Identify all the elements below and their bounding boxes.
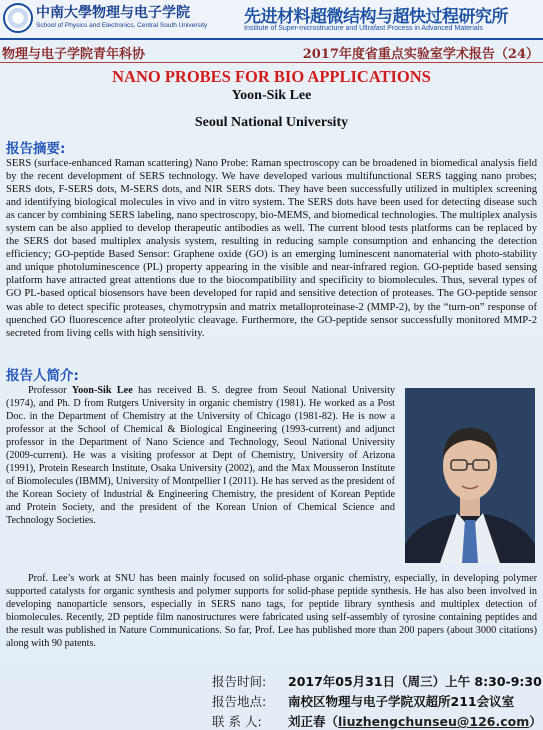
contact-email-link[interactable]: liuzhengchunseu@126.com — [338, 714, 530, 729]
series-divider — [0, 62, 543, 63]
speaker-name: Yoon-Sik Lee — [231, 88, 312, 103]
bio-prefix: Professor — [28, 385, 72, 396]
bio-text-1: has received B. S. degree from Seoul National University (1974), and Ph. D from Rutgers University in organic chemistry (1981). He worked as a Post Doc. in the Department of Chemistry at the University of Chicago (1981-82). He is now a professor at the School of Chemical & Biological Engineering (1993-current) and adjunct professor in the Department of Nano Science and Technology, Seoul National University (2009-current). He was a visiting professor at Dept of Chemistry, University of Arizona (1991), Protein Research Institute, Osaka University (2002), and the Max Mousseron Institute of Biomolecules (IBMM), University of Montpellier I (2011). He has served as the president of the Korean Society of Industrial & Engineering Chemistry, the president of Korean Peptide and Protein Society, and the president of the Korean Union of Chemical Science and Technology Societies. — [6, 385, 396, 527]
bio-heading: 报告人简介: — [6, 368, 79, 384]
place-value: 南校区物理与电子学院双超所211会议室 — [288, 694, 515, 709]
contact-value — [288, 712, 542, 730]
bio-paragraph-2 — [6, 572, 537, 650]
organizer-label: 物理与电子学院青年科协 — [2, 47, 146, 62]
speaker-affiliation: Seoul National University — [194, 115, 349, 130]
bio-speaker-name: Yoon-Sik Lee — [71, 385, 133, 396]
speaker-photo — [405, 388, 535, 563]
series-bar — [0, 40, 543, 62]
time-value: 2017年05月31日（周三）上午 8:30-9:30 — [288, 674, 542, 689]
contact-name: 刘正春（ — [288, 714, 339, 729]
school-name-cn: 中南大學物理与电子学院 — [36, 5, 190, 21]
time-label: 报告时间: — [212, 674, 267, 689]
abstract-text: SERS (surface-enhanced Raman scattering) Nano Probe: Raman spectroscopy can be broadened in biomedical analysis field by the recent development of SERS technology. We have developed various multifunctional SERS tagging nano probes; SERS dots, F-SERS dots, M-SERS dots, and NIR SERS dots. They have been successfully utilized in multiplex screening and identifying biological molecules in vivo and in vitro system. The SERS dots have been used for detecting disease such as cancer by combining SERS labeling, nano spectroscopy, bio-MEMS, and biomedical technologies. The multiplex analysis system can be also applied to develop therapeutic antibodies as well. The current blood tests platforms can be replaced by the SERS dot based multiplex analysis system, resulting in reducing sample consumption and enhancing the detection efficiency; GO-peptide Based Sensor: Graphene oxide (GO) is an emerging luminescent nanomaterial with photo-stability and unique photoluminescence (PL) property appearing in the visible and near-infrared region. GO-peptide based sensing platform have attracted great attentions due to the biocompatibility and specificity to biomolecules. Thus, several types of GO PL-based optical biosensors have been developed for rapid and sensitive detection of proteases. The GO-peptide sensor was able to detect specific proteases, chymotrypsin and matrix metalloproteinase-2 (MMP-2), by the “turn-on” response of quenched GO fluorescence after proteolytic cleavage. Furthermore, the GO-peptide sensor successfully monitored MMP-2 secreted from living cells with high sensitivity. — [6, 158, 537, 339]
speaker-portrait-icon — [405, 388, 535, 563]
university-logo-icon — [3, 3, 33, 33]
school-name-en: School of Physics and Electronics, Central South University — [36, 22, 208, 29]
bio-paragraph-1 — [6, 384, 395, 528]
institute-name-en: Institute of Super-microstructure and Ultrafast Process in Advanced Materials — [244, 25, 483, 32]
contact-label: 联 系 人: — [212, 714, 262, 729]
series-label: 2017年度省重点实验室学术报告（24） — [302, 47, 539, 62]
bio-text-2: Prof. Lee’s work at SNU has been mainly focused on solid-phase organic chemistry, especially, in developing polymer supported catalysts for organic synthesis and polymer supports for solid-phase peptide synthesis. He has also been involved in developing nanoparticle sensors, especially in SERS nano tags, for peptide library synthesis and multiplex detection of biomolecules. Recently, 2D peptide film nanostructures were fabricated using self-assembly of tyrosine containing peptides and the result was published in Nature Communications. So far, Prof. Lee has published more than 200 papers (about 3000 citations) along with 90 patents. — [6, 573, 537, 650]
talk-title: NANO PROBES FOR BIO APPLICATIONS — [112, 67, 431, 86]
abstract-heading: 报告摘要: — [6, 141, 66, 157]
contact-close: ） — [529, 714, 542, 729]
place-label: 报告地点: — [212, 694, 267, 709]
institute-name-cn: 先进材料超微结构与超快过程研究所 — [244, 7, 508, 27]
poster-header — [0, 0, 543, 38]
